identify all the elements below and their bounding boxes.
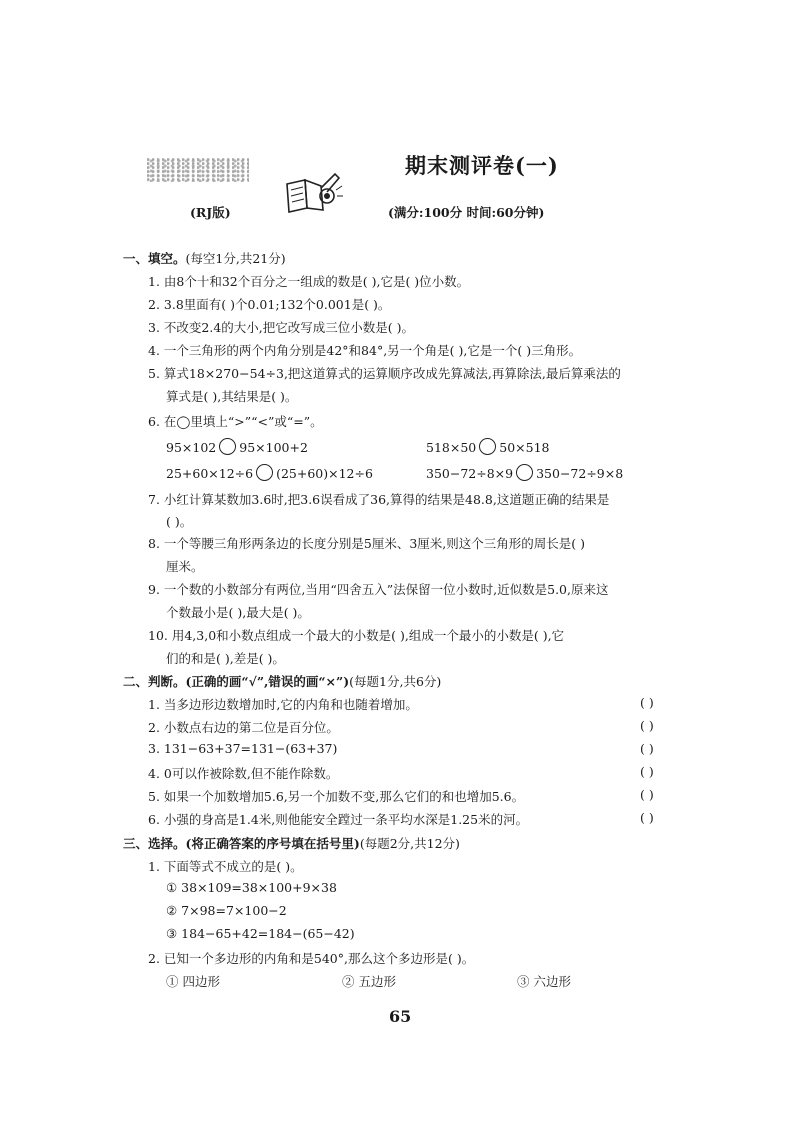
section2-heading: 二、判断。(正确的画“√”,错误的画“×”) (123, 674, 350, 689)
s1-question-8-line1: 8. 一个等腰三角形两条边的长度分别是5厘米、3厘米,则这个三角形的周长是( ) (148, 536, 586, 551)
section1-note: (每空1分,共21分) (185, 251, 286, 266)
s1-question-7-line1: 7. 小红计算某数加3.6时,把3.6误看成了36,算得的结果是48.8,这道题正确的结果是 (148, 492, 610, 507)
score-time-info: (满分:100分 时间:60分钟) (388, 205, 545, 220)
s1-question-6: 6. 在◯里填上“>”“<”或“=”。 (148, 414, 323, 429)
page-number: 65 (389, 1007, 412, 1026)
section3-heading: 三、选择。(将正确答案的序号填在括号里) (123, 836, 360, 851)
choice-question-1: 1. 下面等式不成立的是( )。 (148, 859, 303, 874)
answer-circle[interactable] (479, 438, 496, 455)
choice-q2-option-2: ② 五边形 (342, 974, 396, 989)
s1-question-10-line1: 10. 用4,3,0和小数点组成一个最大的小数是( ),组成一个最小的小数是( ),它 (148, 628, 565, 643)
compare-b-left: 518×50 (426, 440, 477, 455)
s1-question-10-line2: 们的和是( ),差是( )。 (166, 651, 285, 666)
compare-d-left: 350−72÷8×9 (426, 466, 514, 481)
section3-note: (每题2分,共12分) (359, 836, 460, 851)
s1-question-3: 3. 不改变2.4的大小,把它改写成三位小数是( )。 (148, 320, 414, 335)
judge-answer-3[interactable]: ( ) (640, 741, 654, 756)
book-reading-icon (283, 170, 345, 214)
s1-question-4: 4. 一个三角形的两个内角分别是42°和84°,另一个角是( ),它是一个( )三角形。 (148, 343, 582, 358)
choice-q1-option-2: ② 7×98=7×100−2 (166, 903, 287, 918)
scanned-stamp-texture (147, 158, 249, 182)
answer-circle[interactable] (256, 464, 273, 481)
edition-label: (RJ版) (190, 205, 231, 220)
s1-question-1: 1. 由8个十和32个百分之一组成的数是( ),它是( )位小数。 (148, 274, 470, 289)
answer-circle[interactable] (219, 438, 236, 455)
page-title: 期末测评卷(一) (405, 153, 559, 178)
s1-question-7-line2: ( )。 (166, 514, 193, 529)
choice-question-2: 2. 已知一个多边形的内角和是540°,那么这个多边形是( )。 (148, 951, 475, 966)
judge-answer-5[interactable]: ( ) (640, 787, 654, 802)
section2-heading-row (123, 672, 441, 690)
choice-q1-option-1: ① 38×109=38×100+9×38 (166, 880, 337, 895)
compare-c-left: 25+60×12÷6 (166, 466, 254, 481)
s1-question-2: 2. 3.8里面有( )个0.01;132个0.001是( )。 (148, 297, 391, 312)
judge-item-6: 6. 小强的身高是1.4米,则他能安全蹚过一条平均水深是1.25米的河。 (148, 812, 529, 827)
judge-answer-1[interactable]: ( ) (640, 695, 654, 710)
section3-heading-row (123, 834, 460, 852)
compare-a-right: 95×100+2 (239, 440, 308, 455)
s1-question-5-line1: 5. 算式18×270−54÷3,把这道算式的运算顺序改成先算减法,再算除法,最后算乘法的 (148, 366, 621, 381)
compare-row-a (166, 438, 308, 455)
compare-row-c (166, 464, 373, 481)
judge-answer-4[interactable]: ( ) (640, 764, 654, 779)
choice-q2-option-3: ③ 六边形 (517, 974, 571, 989)
s1-question-8-line2: 厘米。 (166, 559, 204, 574)
compare-a-left: 95×102 (166, 440, 217, 455)
choice-q2-option-1: ① 四边形 (166, 974, 220, 989)
judge-answer-2[interactable]: ( ) (640, 718, 654, 733)
section1-heading: 一、填空。 (123, 251, 186, 266)
answer-circle[interactable] (516, 464, 533, 481)
judge-item-3: 3. 131−63+37=131−(63+37) (148, 741, 338, 756)
judge-answer-6[interactable]: ( ) (640, 810, 654, 825)
compare-c-right: (25+60)×12÷6 (276, 466, 373, 481)
s1-question-5-line2: 算式是( ),其结果是( )。 (166, 389, 298, 404)
judge-item-1: 1. 当多边形边数增加时,它的内角和也随着增加。 (148, 697, 418, 712)
section2-note: (每题1分,共6分) (349, 674, 442, 689)
s1-question-9-line2: 个数最小是( ),最大是( )。 (166, 605, 310, 620)
judge-item-2: 2. 小数点右边的第二位是百分位。 (148, 720, 339, 735)
compare-row-d (426, 464, 623, 481)
s1-question-9-line1: 9. 一个数的小数部分有两位,当用“四舍五入”法保留一位小数时,近似数是5.0,原来这 (148, 582, 609, 597)
section1-heading-row (123, 249, 286, 267)
choice-q1-option-3: ③ 184−65+42=184−(65−42) (166, 926, 355, 941)
compare-row-b (426, 438, 550, 455)
judge-item-4: 4. 0可以作被除数,但不能作除数。 (148, 766, 339, 781)
compare-d-right: 350−72÷9×8 (536, 466, 624, 481)
compare-b-right: 50×518 (499, 440, 550, 455)
judge-item-5: 5. 如果一个加数增加5.6,另一个加数不变,那么它们的和也增加5.6。 (148, 789, 525, 804)
